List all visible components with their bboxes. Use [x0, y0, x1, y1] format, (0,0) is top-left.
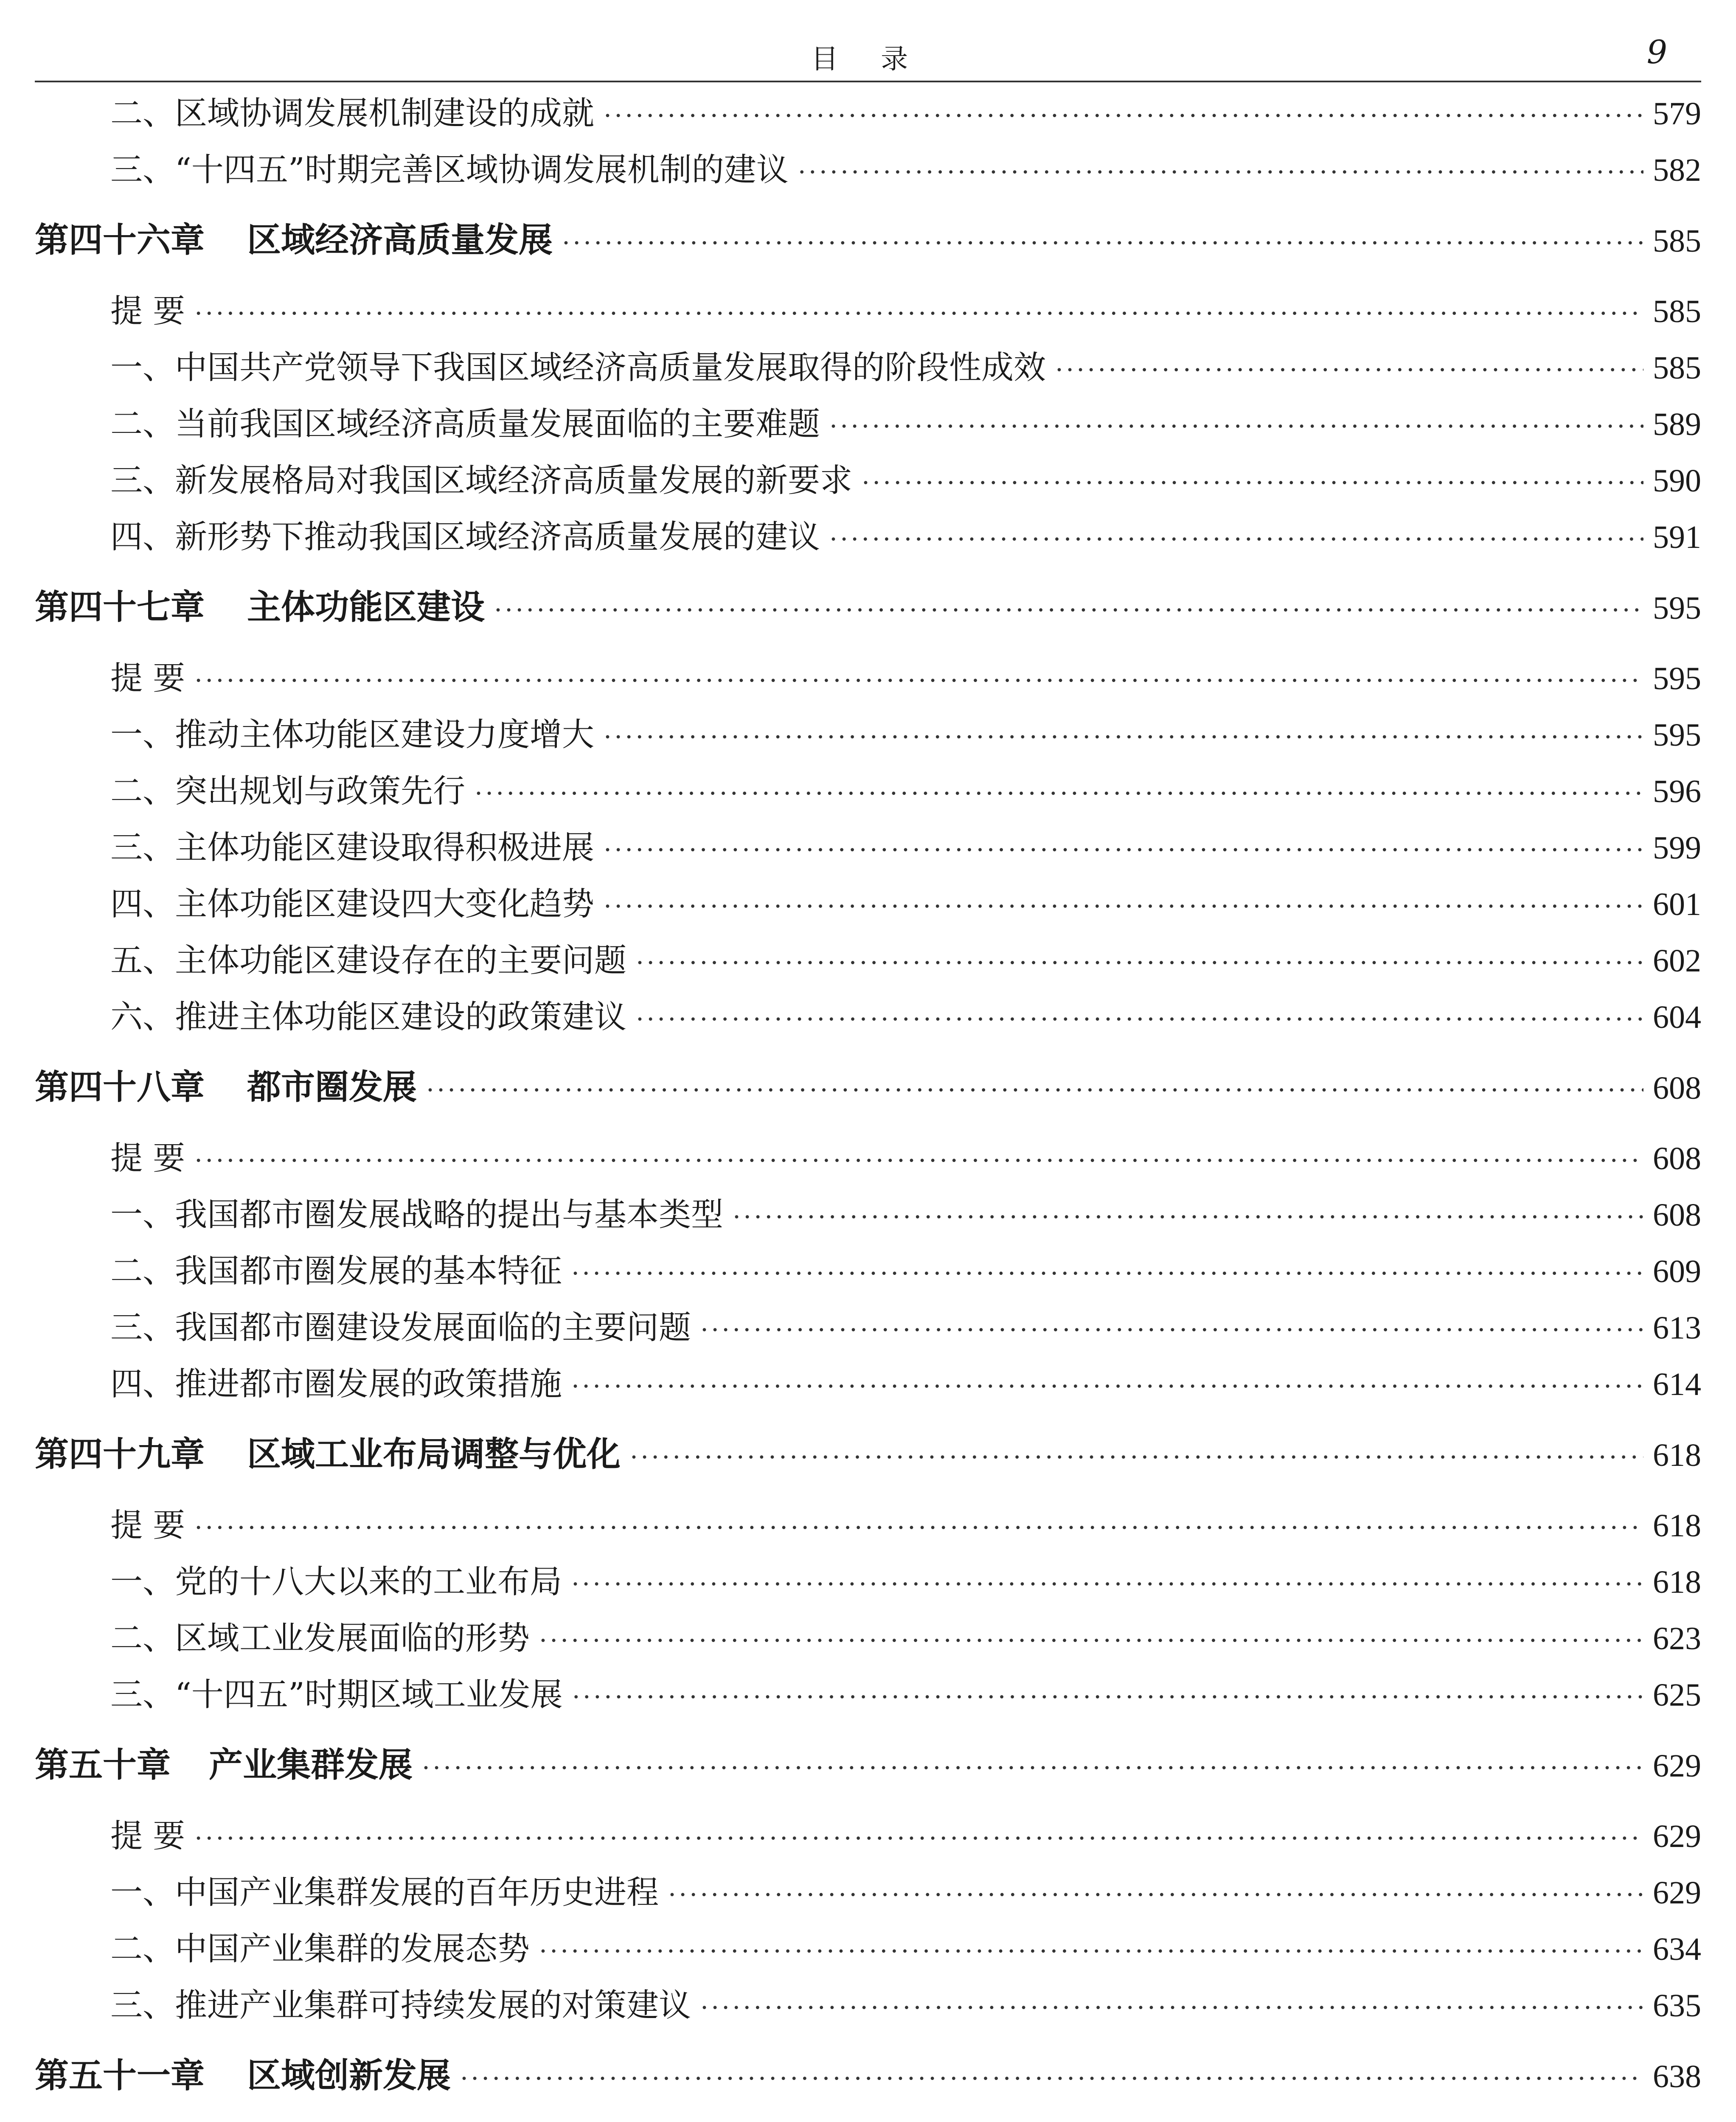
running-title: 目 录 [811, 44, 925, 75]
dot-leader [494, 568, 1643, 653]
toc-page-number: 614 [1653, 1367, 1701, 1402]
toc-section-entry[interactable] [35, 988, 1701, 1045]
toc-page-number: 629 [1653, 1875, 1701, 1911]
toc-page-number: 629 [1653, 1748, 1701, 1784]
toc-page-number: 604 [1653, 999, 1701, 1035]
toc-page-number: 613 [1653, 1310, 1701, 1346]
toc-page-number: 589 [1653, 407, 1701, 442]
toc-page-number: 629 [1653, 1819, 1701, 1854]
dot-leader [539, 1613, 1643, 1669]
section-title: 三、“十四五”时期区域工业发展 [110, 1676, 563, 1713]
dot-leader [700, 1980, 1643, 2036]
toc-section-entry[interactable] [35, 1808, 1701, 1864]
chapter-number: 第五十章 [35, 1745, 171, 1785]
toc-page-number: 625 [1653, 1677, 1701, 1713]
toc-page-number: 599 [1653, 830, 1701, 866]
dot-leader [700, 1302, 1643, 1359]
toc-chapter-entry[interactable] [35, 565, 1701, 650]
dot-leader [798, 144, 1643, 201]
dot-leader [571, 1246, 1643, 1302]
dot-leader [571, 1359, 1643, 1415]
toc-section-entry[interactable] [35, 763, 1701, 819]
toc-page-number: 595 [1653, 590, 1701, 626]
dot-leader [194, 286, 1643, 342]
toc-section-entry[interactable] [35, 1497, 1701, 1553]
chapter-title: 产业集群发展 [209, 1745, 413, 1785]
chapter-title: 主体功能区建设 [247, 587, 485, 627]
toc-section-entry[interactable] [35, 932, 1701, 988]
section-title: 一、中国共产党领导下我国区域经济高质量发展取得的阶段性成效 [110, 348, 1046, 386]
toc-section-entry[interactable] [35, 1666, 1701, 1723]
section-title: 提 要 [110, 1506, 185, 1544]
chapter-title: 区域经济高质量发展 [247, 220, 553, 260]
toc-section-entry[interactable] [35, 396, 1701, 452]
dot-leader [668, 1867, 1643, 1923]
chapter-heading [35, 1723, 413, 1808]
chapter-heading [35, 1045, 417, 1130]
chapter-number: 第四十九章 [35, 1434, 205, 1474]
toc-page-number: 618 [1653, 1508, 1701, 1544]
toc-page-number: 590 [1653, 463, 1701, 499]
chapter-heading [35, 198, 553, 283]
toc-page-number: 585 [1653, 350, 1701, 386]
dot-leader [194, 653, 1643, 709]
toc-page-number [1653, 2119, 1701, 2122]
dot-leader [604, 88, 1643, 144]
section-title: 一、中国产业集群发展的百年历史进程 [110, 1873, 659, 1911]
section-title: 二、当前我国区域经济高质量发展面临的主要难题 [110, 405, 820, 443]
dot-leader [733, 1189, 1643, 1246]
dot-leader [636, 991, 1643, 1048]
toc-section-entry[interactable] [35, 819, 1701, 876]
section-title: 三、主体功能区建设取得积极进展 [110, 828, 594, 866]
toc-page-number: 608 [1653, 1197, 1701, 1233]
dot-leader [194, 1500, 1643, 1556]
toc-chapter-entry[interactable] [35, 1412, 1701, 1497]
toc-page-number: 623 [1653, 1621, 1701, 1656]
section-title: 三、新发展格局对我国区域经济高质量发展的新要求 [110, 461, 852, 499]
chapter-title: 区域工业布局调整与优化 [247, 1434, 621, 1474]
chapter-title: 区域创新发展 [247, 2056, 451, 2095]
chapter-heading [35, 1412, 621, 1497]
toc-page-number: 634 [1653, 1931, 1701, 1967]
toc-section-entry[interactable] [35, 876, 1701, 932]
dot-leader [604, 822, 1643, 879]
toc-section-entry[interactable] [35, 339, 1701, 396]
toc-page-number: 618 [1653, 1564, 1701, 1600]
chapter-heading [35, 2033, 451, 2118]
toc-chapter-entry[interactable] [35, 1723, 1701, 1808]
toc-page-number: 585 [1653, 223, 1701, 259]
toc-section-entry[interactable] [35, 1130, 1701, 1186]
toc-page-number: 609 [1653, 1254, 1701, 1289]
section-title: 三、我国都市圈建设发展面临的主要问题 [110, 1308, 691, 1346]
toc-section-entry[interactable] [35, 706, 1701, 763]
dot-leader [422, 1726, 1643, 1810]
dot-leader [539, 1923, 1643, 1980]
section-title: 二、区域协调发展机制建设的成就 [110, 94, 594, 132]
page-header [35, 25, 1701, 82]
chapter-number: 第四十八章 [35, 1067, 205, 1107]
toc-page-number: 595 [1653, 661, 1701, 696]
dot-leader [572, 1669, 1643, 1726]
toc-chapter-entry[interactable] [35, 198, 1701, 283]
toc-section-entry[interactable] [35, 1920, 1701, 1977]
toc-page-number: 618 [1653, 1437, 1701, 1473]
section-title: 四、主体功能区建设四大变化趋势 [110, 885, 594, 923]
toc-page-number: 579 [1653, 96, 1701, 132]
page-number: 9 [1646, 33, 1667, 71]
section-title: 提 要 [110, 1817, 185, 1855]
toc-section-entry[interactable] [35, 1864, 1701, 1920]
toc-page-number: 608 [1653, 1141, 1701, 1176]
dot-leader [862, 455, 1643, 511]
toc-page-number: 585 [1653, 294, 1701, 329]
toc-section-entry[interactable] [35, 141, 1701, 198]
toc-section-entry[interactable] [35, 650, 1701, 706]
section-title: 三、“十四五”时期完善区域协调发展机制的建议 [110, 151, 789, 188]
section-title: 二、我国都市圈发展的基本特征 [110, 1252, 562, 1290]
dot-leader [829, 511, 1643, 568]
toc-page-number: 638 [1653, 2059, 1701, 2094]
section-title: 一、我国都市圈发展战略的提出与基本类型 [110, 1196, 723, 1233]
dot-leader [475, 766, 1643, 822]
chapter-heading [35, 565, 485, 650]
toc-section-entry[interactable] [35, 283, 1701, 339]
chapter-title: 都市圈发展 [247, 1067, 417, 1107]
toc-section-entry[interactable] [35, 1186, 1701, 1243]
toc-chapter-entry[interactable] [35, 2033, 1701, 2118]
toc-section-entry[interactable] [35, 452, 1701, 508]
chapter-number: 第四十六章 [35, 220, 205, 260]
section-title: 二、中国产业集群的发展态势 [110, 1930, 530, 1968]
toc-page-number: 596 [1653, 774, 1701, 809]
section-title: 一、党的十八大以来的工业布局 [110, 1563, 562, 1600]
toc-section-entry[interactable] [35, 508, 1701, 565]
dot-leader [604, 879, 1643, 935]
toc-section-entry[interactable] [35, 1243, 1701, 1299]
dot-leader [562, 201, 1643, 286]
toc-page-number: 582 [1653, 152, 1701, 188]
toc-page-number: 602 [1653, 943, 1701, 979]
dot-leader [194, 1810, 1643, 1867]
dot-leader [194, 1133, 1643, 1189]
dot-leader [460, 2036, 1643, 2121]
toc-page-number: 601 [1653, 887, 1701, 922]
dot-leader [636, 935, 1643, 991]
section-title: 二、区域工业发展面临的形势 [110, 1619, 530, 1657]
section-title: 五、主体功能区建设存在的主要问题 [110, 941, 626, 979]
section-title: 提 要 [110, 292, 185, 330]
toc-section-entry[interactable] [35, 1356, 1701, 1412]
section-title: 四、新形势下推动我国区域经济高质量发展的建议 [110, 518, 820, 556]
section-title: 二、突出规划与政策先行 [110, 772, 465, 810]
toc-page-number: 635 [1653, 1988, 1701, 2024]
toc-page-number: 591 [1653, 519, 1701, 555]
toc-page-number: 608 [1653, 1070, 1701, 1106]
section-title: 提 要 [110, 1139, 185, 1177]
dot-leader [829, 399, 1643, 455]
toc-page-number: 595 [1653, 717, 1701, 753]
dot-leader [630, 1415, 1643, 1500]
chapter-number: 第四十七章 [35, 587, 205, 627]
dot-leader [1055, 342, 1643, 399]
dot-leader [571, 1556, 1643, 1613]
table-of-contents [35, 85, 1701, 2122]
toc-section-entry[interactable] [35, 1610, 1701, 1666]
dot-leader [426, 1048, 1643, 1133]
section-title: 四、推进都市圈发展的政策措施 [110, 1365, 562, 1403]
section-title [110, 2118, 185, 2122]
toc-section-entry[interactable] [35, 1299, 1701, 1356]
section-title: 六、推进主体功能区建设的政策建议 [110, 998, 626, 1036]
toc-section-entry[interactable] [35, 1553, 1701, 1610]
toc-section-entry[interactable] [35, 1977, 1701, 2033]
section-title: 提 要 [110, 659, 185, 697]
toc-section-entry[interactable] [35, 85, 1701, 141]
chapter-number: 第五十一章 [35, 2056, 205, 2095]
section-title: 三、推进产业集群可持续发展的对策建议 [110, 1986, 691, 2024]
toc-chapter-entry[interactable] [35, 1045, 1701, 1130]
dot-leader [604, 709, 1643, 766]
section-title: 一、推动主体功能区建设力度增大 [110, 716, 594, 753]
